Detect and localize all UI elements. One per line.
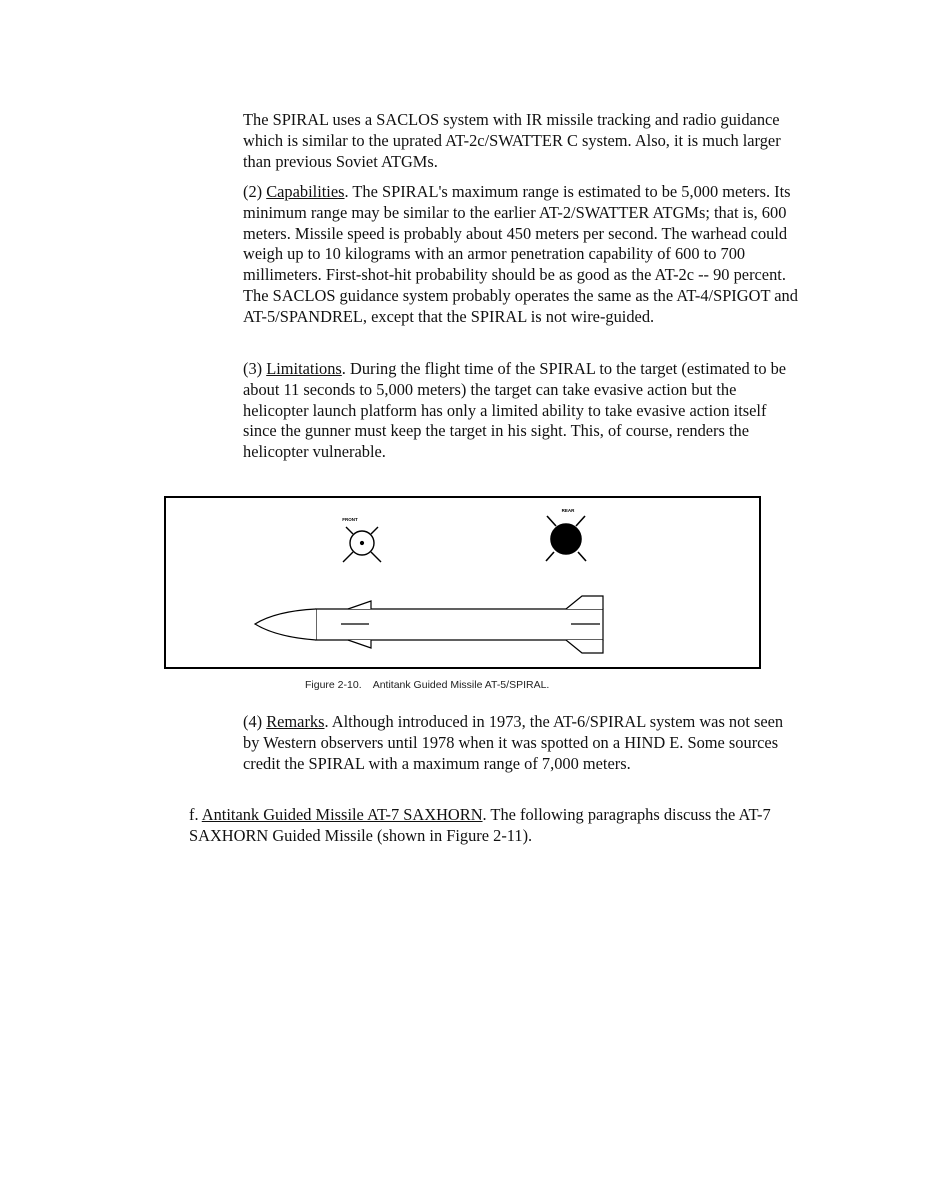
- forward-fin-bottom: [348, 640, 371, 648]
- saxhorn-paragraph: [189, 805, 809, 847]
- capabilities-prefix: (2): [243, 182, 267, 201]
- capabilities-text: . The SPIRAL's maximum range is estimated to be 5,000 meters. Its minimum range may be similar to the earlier AT-2/SWATTER ATGMs; that is, 600 meters. Missile speed is probably about 450 meters per second. The warhead could weigh up to 10 kilograms with an armor penetration capability of 600 to 700 millimeters. First-shot-hit probability should be as good as the AT-2c -- 90 percent. The SACLOS guidance system probably operates the same as the AT-4/SPIGOT and AT-5/SPANDREL, except that the SPIRAL is not wire-guided.: [243, 182, 798, 326]
- remarks-paragraph: [243, 712, 803, 774]
- missile-nose-cone: [255, 609, 316, 640]
- capabilities-heading: Capabilities: [266, 182, 345, 201]
- limitations-paragraph: [243, 359, 803, 463]
- limitations-heading: Limitations: [266, 359, 342, 378]
- saxhorn-prefix: f.: [189, 805, 202, 824]
- intro-paragraph: The SPIRAL uses a SACLOS system with IR missile tracking and radio guidance which is similar to the uprated AT-2c/SWATTER C system. Also, it is much larger than previous Soviet ATGMs.: [243, 110, 781, 171]
- saxhorn-text: . The following paragraphs discuss the AT-7 SAXHORN Guided Missile (shown in Figure 2-11).: [189, 805, 771, 845]
- rear-view-diagram: [546, 508, 586, 561]
- capabilities-paragraph: [243, 182, 803, 328]
- rear-label: REAR: [561, 508, 575, 513]
- missile-side-view: [255, 596, 603, 653]
- missile-figure: [164, 496, 761, 669]
- limitations-prefix: (3): [243, 359, 267, 378]
- tail-fin-top: [566, 596, 603, 609]
- front-view-diagram: [342, 517, 381, 562]
- missile-illustration: [166, 498, 763, 671]
- forward-fin-top: [348, 601, 371, 609]
- remarks-prefix: (4): [243, 712, 267, 731]
- saxhorn-heading: Antitank Guided Missile AT-7 SAXHORN: [201, 805, 483, 824]
- rear-nozzle-circle: [551, 524, 581, 554]
- front-label: FRONT: [342, 517, 358, 522]
- remarks-text: . Although introduced in 1973, the AT-6/SPIRAL system was not seen by Western observers until 1978 when it was spotted on a HIND E. Some sources credit the SPIRAL with a maximum range of 7,000 meters.: [243, 712, 784, 773]
- tail-fin-bottom: [566, 640, 603, 653]
- figure-caption: Figure 2-10. Antitank Guided Missile AT-5/SPIRAL.: [305, 679, 550, 691]
- front-nose-dot: [361, 542, 364, 545]
- limitations-text: . During the flight time of the SPIRAL to the target (estimated to be about 11 seconds to 5,000 meters) the target can take evasive action but the helicopter launch platform has only a limited ability to take evasive action itself since the gunner must keep the target in his sight. This, of course, renders the helicopter vulnerable.: [243, 359, 787, 462]
- remarks-heading: Remarks: [266, 712, 325, 731]
